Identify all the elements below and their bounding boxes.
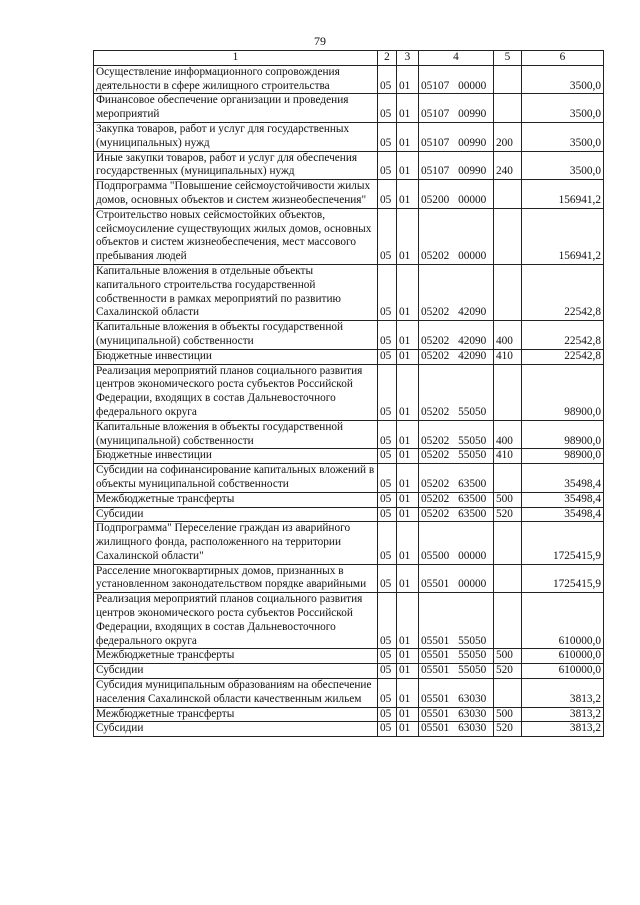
row-expense-type-cell — [494, 264, 522, 320]
row-name-cell: Межбюджетные трансферты — [94, 492, 378, 507]
row-expense-type-cell: 400 — [494, 420, 522, 449]
row-name-cell: Субсидии на софинансирование капитальных вложений в объекты муниципальной собственности — [94, 464, 378, 493]
row-section-cell: 05 — [378, 364, 397, 420]
row-amount-cell: 3813,2 — [522, 679, 604, 708]
row-subsection-cell: 01 — [397, 649, 419, 664]
row-amount-cell: 156941,2 — [522, 180, 604, 209]
row-section-cell: 05 — [378, 593, 397, 649]
row-section-cell: 05 — [378, 122, 397, 151]
row-amount-cell: 98900,0 — [522, 420, 604, 449]
table-row — [94, 364, 604, 420]
row-target-article-cell: 05501 63030 — [419, 707, 494, 722]
row-target-article-cell: 05501 63030 — [419, 679, 494, 708]
row-target-article-cell: 05107 00990 — [419, 122, 494, 151]
table-row — [94, 664, 604, 679]
row-target-article-cell: 05107 00990 — [419, 151, 494, 180]
row-subsection-cell: 01 — [397, 679, 419, 708]
row-name-cell: Подпрограмма" Переселение граждан из аварийного жилищного фонда, расположенного на территории Сахалинской области" — [94, 522, 378, 564]
row-target-article-cell: 05501 00000 — [419, 564, 494, 593]
column-header: 2 — [378, 51, 397, 66]
row-name-cell: Капитальные вложения в объекты государственной (муниципальной) собственности — [94, 420, 378, 449]
row-name-cell: Капитальные вложения в отдельные объекты капитального строительства государственной собственности в рамках мероприятий по развитию Сахалинской области — [94, 264, 378, 320]
table-header-row — [94, 51, 604, 66]
row-expense-type-cell — [494, 208, 522, 264]
row-section-cell: 05 — [378, 679, 397, 708]
page-number: 79 — [314, 34, 326, 48]
row-amount-cell: 22542,8 — [522, 349, 604, 364]
table-row — [94, 420, 604, 449]
row-section-cell: 05 — [378, 722, 397, 737]
row-name-cell: Закупка товаров, работ и услуг для государственных (муниципальных) нужд — [94, 122, 378, 151]
row-target-article-cell: 05202 55050 — [419, 420, 494, 449]
row-amount-cell: 3500,0 — [522, 65, 604, 94]
row-section-cell: 05 — [378, 264, 397, 320]
row-target-article-cell: 05501 63030 — [419, 722, 494, 737]
row-expense-type-cell — [494, 679, 522, 708]
row-section-cell: 05 — [378, 664, 397, 679]
row-subsection-cell: 01 — [397, 492, 419, 507]
row-target-article-cell: 05107 00990 — [419, 94, 494, 123]
row-section-cell: 05 — [378, 492, 397, 507]
row-amount-cell: 610000,0 — [522, 664, 604, 679]
row-subsection-cell: 01 — [397, 151, 419, 180]
row-section-cell: 05 — [378, 707, 397, 722]
table-row — [94, 321, 604, 350]
row-expense-type-cell: 520 — [494, 722, 522, 737]
row-amount-cell: 35498,4 — [522, 507, 604, 522]
row-section-cell: 05 — [378, 349, 397, 364]
table-row — [94, 564, 604, 593]
row-target-article-cell: 05202 42090 — [419, 349, 494, 364]
row-expense-type-cell — [494, 464, 522, 493]
table-row — [94, 492, 604, 507]
row-amount-cell: 3813,2 — [522, 722, 604, 737]
row-amount-cell: 98900,0 — [522, 364, 604, 420]
row-name-cell: Бюджетные инвестиции — [94, 449, 378, 464]
row-name-cell: Субсидии — [94, 664, 378, 679]
row-expense-type-cell — [494, 65, 522, 94]
row-amount-cell: 35498,4 — [522, 492, 604, 507]
row-section-cell: 05 — [378, 464, 397, 493]
row-subsection-cell: 01 — [397, 464, 419, 493]
row-subsection-cell: 01 — [397, 122, 419, 151]
table-row — [94, 349, 604, 364]
table-row — [94, 151, 604, 180]
row-expense-type-cell — [494, 94, 522, 123]
table-row — [94, 122, 604, 151]
row-subsection-cell: 01 — [397, 349, 419, 364]
row-amount-cell: 35498,4 — [522, 464, 604, 493]
row-expense-type-cell: 240 — [494, 151, 522, 180]
row-subsection-cell: 01 — [397, 180, 419, 209]
row-subsection-cell: 01 — [397, 208, 419, 264]
row-expense-type-cell — [494, 180, 522, 209]
row-name-cell: Иные закупки товаров, работ и услуг для обеспечения государственных (муниципальных) нужд — [94, 151, 378, 180]
row-section-cell: 05 — [378, 564, 397, 593]
table-row — [94, 679, 604, 708]
row-target-article-cell: 05500 00000 — [419, 522, 494, 564]
table-row — [94, 522, 604, 564]
row-amount-cell: 3500,0 — [522, 94, 604, 123]
table-row — [94, 464, 604, 493]
table-row — [94, 264, 604, 320]
row-section-cell: 05 — [378, 94, 397, 123]
row-section-cell: 05 — [378, 449, 397, 464]
row-amount-cell: 3500,0 — [522, 122, 604, 151]
table-row — [94, 94, 604, 123]
row-target-article-cell: 05202 42090 — [419, 321, 494, 350]
row-target-article-cell: 05202 42090 — [419, 264, 494, 320]
row-name-cell: Межбюджетные трансферты — [94, 707, 378, 722]
table-row — [94, 180, 604, 209]
row-subsection-cell: 01 — [397, 593, 419, 649]
row-section-cell: 05 — [378, 420, 397, 449]
row-amount-cell: 22542,8 — [522, 321, 604, 350]
row-target-article-cell: 05501 55050 — [419, 593, 494, 649]
row-name-cell: Строительство новых сейсмостойких объектов, сейсмоусиление существующих жилых домов, основных объектов и систем жизнеобеспечения, мест массового пребывания людей — [94, 208, 378, 264]
row-expense-type-cell — [494, 522, 522, 564]
row-amount-cell: 3500,0 — [522, 151, 604, 180]
row-subsection-cell: 01 — [397, 264, 419, 320]
row-name-cell: Бюджетные инвестиции — [94, 349, 378, 364]
row-target-article-cell: 05202 63500 — [419, 492, 494, 507]
row-section-cell: 05 — [378, 522, 397, 564]
row-target-article-cell: 05202 55050 — [419, 449, 494, 464]
row-subsection-cell: 01 — [397, 321, 419, 350]
row-target-article-cell: 05501 55050 — [419, 664, 494, 679]
column-header: 3 — [397, 51, 419, 66]
row-name-cell: Субсидии — [94, 507, 378, 522]
row-target-article-cell: 05107 00000 — [419, 65, 494, 94]
row-subsection-cell: 01 — [397, 722, 419, 737]
row-amount-cell: 610000,0 — [522, 649, 604, 664]
row-subsection-cell: 01 — [397, 94, 419, 123]
row-subsection-cell: 01 — [397, 707, 419, 722]
row-subsection-cell: 01 — [397, 65, 419, 94]
row-target-article-cell: 05202 63500 — [419, 507, 494, 522]
row-expense-type-cell: 520 — [494, 507, 522, 522]
row-name-cell: Реализация мероприятий планов социального развития центров экономического роста субъектов Российской Федерации, входящих в состав Дальневосточного федерального округа — [94, 593, 378, 649]
table-row — [94, 722, 604, 737]
table-row — [94, 65, 604, 94]
row-name-cell: Подпрограмма "Повышение сейсмоустойчивости жилых домов, основных объектов и систем жизнеобеспечения" — [94, 180, 378, 209]
row-expense-type-cell: 410 — [494, 449, 522, 464]
table-row — [94, 208, 604, 264]
row-subsection-cell: 01 — [397, 664, 419, 679]
row-section-cell: 05 — [378, 65, 397, 94]
row-expense-type-cell: 500 — [494, 707, 522, 722]
row-section-cell: 05 — [378, 180, 397, 209]
row-target-article-cell: 05200 00000 — [419, 180, 494, 209]
table-body — [94, 65, 604, 736]
row-subsection-cell: 01 — [397, 564, 419, 593]
row-expense-type-cell: 520 — [494, 664, 522, 679]
row-amount-cell: 98900,0 — [522, 449, 604, 464]
row-target-article-cell: 05501 55050 — [419, 649, 494, 664]
row-subsection-cell: 01 — [397, 449, 419, 464]
row-name-cell: Финансовое обеспечение организации и проведения мероприятий — [94, 94, 378, 123]
row-amount-cell: 1725415,9 — [522, 522, 604, 564]
row-amount-cell: 156941,2 — [522, 208, 604, 264]
row-amount-cell: 1725415,9 — [522, 564, 604, 593]
row-amount-cell: 22542,8 — [522, 264, 604, 320]
row-name-cell: Реализация мероприятий планов социального развития центров экономического роста субъектов Российской Федерации, входящих в состав Дальневосточного федерального округа — [94, 364, 378, 420]
row-subsection-cell: 01 — [397, 364, 419, 420]
row-amount-cell: 3813,2 — [522, 707, 604, 722]
row-target-article-cell: 05202 55050 — [419, 364, 494, 420]
row-section-cell: 05 — [378, 507, 397, 522]
row-target-article-cell: 05202 00000 — [419, 208, 494, 264]
table-row — [94, 707, 604, 722]
row-name-cell: Субсидии — [94, 722, 378, 737]
table-row — [94, 449, 604, 464]
budget-table — [93, 50, 604, 737]
row-subsection-cell: 01 — [397, 522, 419, 564]
row-expense-type-cell: 500 — [494, 649, 522, 664]
column-header: 5 — [494, 51, 522, 66]
row-subsection-cell: 01 — [397, 507, 419, 522]
table-row — [94, 593, 604, 649]
row-name-cell: Межбюджетные трансферты — [94, 649, 378, 664]
column-header: 1 — [94, 51, 378, 66]
row-name-cell: Капитальные вложения в объекты государственной (муниципальной) собственности — [94, 321, 378, 350]
row-section-cell: 05 — [378, 649, 397, 664]
row-section-cell: 05 — [378, 151, 397, 180]
row-name-cell: Субсидия муниципальным образованиям на обеспечение населения Сахалинской области качественным жильем — [94, 679, 378, 708]
row-expense-type-cell — [494, 364, 522, 420]
row-expense-type-cell — [494, 564, 522, 593]
row-section-cell: 05 — [378, 321, 397, 350]
row-section-cell: 05 — [378, 208, 397, 264]
row-target-article-cell: 05202 63500 — [419, 464, 494, 493]
column-header: 6 — [522, 51, 604, 66]
row-expense-type-cell: 500 — [494, 492, 522, 507]
row-expense-type-cell: 410 — [494, 349, 522, 364]
row-amount-cell: 610000,0 — [522, 593, 604, 649]
row-subsection-cell: 01 — [397, 420, 419, 449]
row-name-cell: Расселение многоквартирных домов, признанных в установленном законодательством порядке аварийными — [94, 564, 378, 593]
table-row — [94, 507, 604, 522]
row-name-cell: Осуществление информационного сопровождения деятельности в сфере жилищного строительства — [94, 65, 378, 94]
row-expense-type-cell — [494, 593, 522, 649]
column-header: 4 — [419, 51, 494, 66]
row-expense-type-cell: 200 — [494, 122, 522, 151]
table-row — [94, 649, 604, 664]
row-expense-type-cell: 400 — [494, 321, 522, 350]
